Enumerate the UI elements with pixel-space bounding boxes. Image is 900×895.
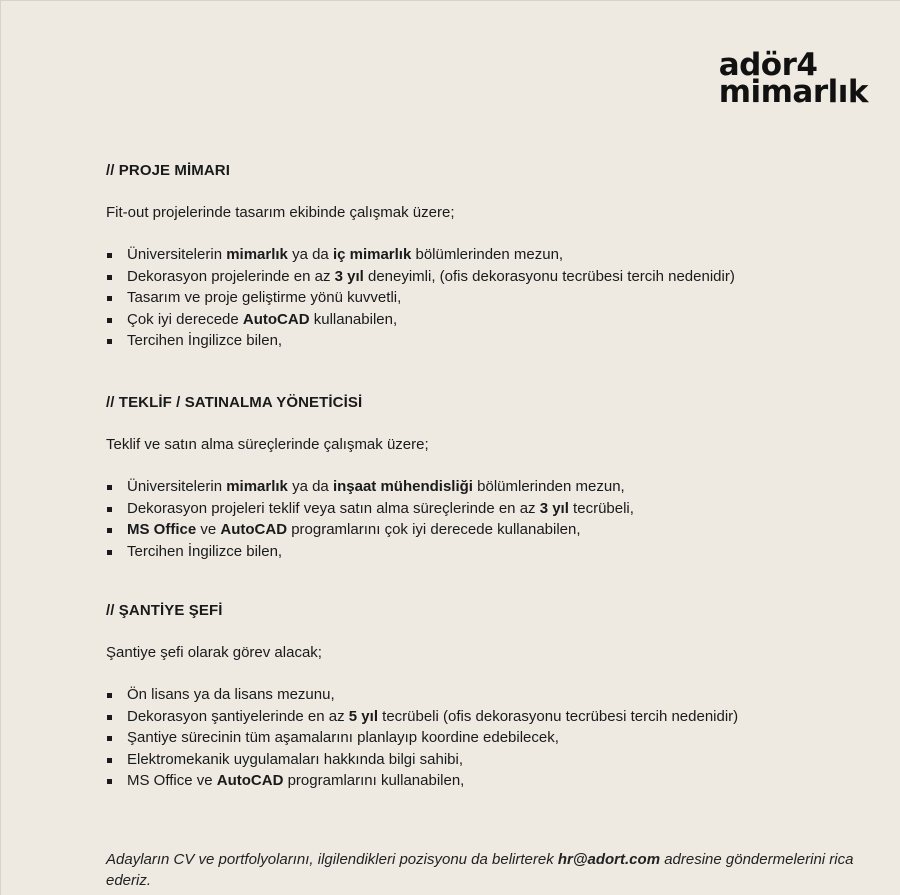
item-text: Üniversitelerin xyxy=(127,478,227,495)
item-emphasis: 5 yıl xyxy=(348,707,378,725)
list-item xyxy=(106,706,866,728)
item-emphasis: inşaat mühendisliği xyxy=(332,478,473,495)
list-item xyxy=(106,770,866,792)
logo-text-line-1: adör4 xyxy=(718,47,818,83)
item-text: Dekorasyon projelerinde en az xyxy=(127,267,335,285)
item-text: MS Office ve xyxy=(127,772,217,789)
section-intro: Fit-out projelerinde tasarım ekibinde çalışmak üzere; xyxy=(106,204,455,221)
item-emphasis: 3 yıl xyxy=(334,267,364,285)
item-text: Ön lisans ya da lisans mezunu, xyxy=(127,686,335,703)
item-text: Tercihen İngilizce bilen, xyxy=(127,542,283,560)
list-item xyxy=(106,541,866,563)
item-text: Üniversitelerin xyxy=(127,246,227,263)
item-text: programlarını kullanabilen, xyxy=(283,772,465,789)
item-text: kullanabilen, xyxy=(309,310,398,328)
bullet-icon xyxy=(107,253,112,258)
list-item xyxy=(106,266,866,288)
list-item xyxy=(106,519,866,541)
list-item xyxy=(106,244,866,266)
bullet-icon xyxy=(107,736,112,741)
item-text: Elektromekanik uygulamaları hakkında bilgi sahibi, xyxy=(127,750,464,768)
section-intro: Teklif ve satın alma süreçlerinde çalışmak üzere; xyxy=(106,436,429,453)
bullet-icon xyxy=(107,507,112,512)
item-text: programlarını çok iyi derecede kullanabilen, xyxy=(287,521,581,538)
item-text: bölümlerinden mezun, xyxy=(472,478,625,495)
list-item xyxy=(106,287,866,309)
list-item xyxy=(106,309,866,331)
contact-email: hr@adort.com xyxy=(557,851,661,868)
section-title: // PROJE MİMARI xyxy=(106,162,231,179)
section-title: // ŞANTİYE ŞEFİ xyxy=(106,602,223,619)
section-santiye-sefi xyxy=(106,600,866,792)
item-emphasis: iç mimarlık xyxy=(332,246,412,263)
item-text: ve xyxy=(196,521,221,538)
item-text: Tasarım ve proje geliştirme yönü kuvvetli, xyxy=(127,289,402,306)
list-item xyxy=(106,330,866,352)
item-emphasis: MS Office xyxy=(127,521,197,538)
item-text: Dekorasyon projeleri teklif veya satın alma süreçlerinde en az xyxy=(127,499,540,517)
item-emphasis: AutoCAD xyxy=(220,521,288,538)
page-border-left xyxy=(0,0,1,895)
item-emphasis: mimarlık xyxy=(226,246,288,263)
item-emphasis: 3 yıl xyxy=(539,499,569,517)
company-logo xyxy=(718,47,868,110)
list-item xyxy=(106,476,866,498)
item-emphasis: AutoCAD xyxy=(216,772,284,789)
bullet-icon xyxy=(107,693,112,698)
requirements-list xyxy=(106,244,866,352)
list-item xyxy=(106,498,866,520)
application-note xyxy=(106,849,866,891)
bullet-icon xyxy=(107,715,112,720)
item-text: ya da xyxy=(287,478,333,495)
page-border-top xyxy=(0,0,900,1)
item-text: ya da xyxy=(287,246,333,263)
item-text: Çok iyi derecede xyxy=(127,310,243,328)
list-item xyxy=(106,727,866,749)
footer-text: Adayların CV ve portfolyolarını, ilgilendikleri pozisyonu da belirterek xyxy=(106,851,558,868)
bullet-icon xyxy=(107,485,112,490)
item-text: tecrübeli (ofis dekorasyonu tecrübesi tercih nedenidir) xyxy=(377,707,739,725)
item-emphasis: AutoCAD xyxy=(242,310,310,328)
section-intro: Şantiye şefi olarak görev alacak; xyxy=(106,644,322,661)
bullet-icon xyxy=(107,275,112,280)
item-text: Şantiye sürecinin tüm aşamalarını planlayıp koordine edebilecek, xyxy=(127,729,559,746)
list-item xyxy=(106,749,866,771)
footer-text: adresine göndermelerini rica ederiz. xyxy=(106,851,854,889)
requirements-list xyxy=(106,684,866,792)
item-emphasis: mimarlık xyxy=(226,478,288,495)
bullet-icon xyxy=(107,318,112,323)
logo-text-line-2: mimarlık xyxy=(718,74,868,110)
bullet-icon xyxy=(107,550,112,555)
bullet-icon xyxy=(107,779,112,784)
list-item xyxy=(106,684,866,706)
bullet-icon xyxy=(107,528,112,533)
item-text: bölümlerinden mezun, xyxy=(411,246,564,263)
item-text: deneyimli, (ofis dekorasyonu tecrübesi tercih nedenidir) xyxy=(363,267,735,285)
item-text: tecrübeli, xyxy=(568,499,634,517)
bullet-icon xyxy=(107,339,112,344)
section-title: // TEKLİF / SATINALMA YÖNETİCİSİ xyxy=(106,394,363,411)
section-teklif-satinalma xyxy=(106,392,866,562)
item-text: Tercihen İngilizce bilen, xyxy=(127,332,283,349)
bullet-icon xyxy=(107,758,112,763)
section-proje-mimari xyxy=(106,160,866,352)
bullet-icon xyxy=(107,296,112,301)
item-text: Dekorasyon şantiyelerinde en az xyxy=(127,707,349,725)
requirements-list xyxy=(106,476,866,562)
